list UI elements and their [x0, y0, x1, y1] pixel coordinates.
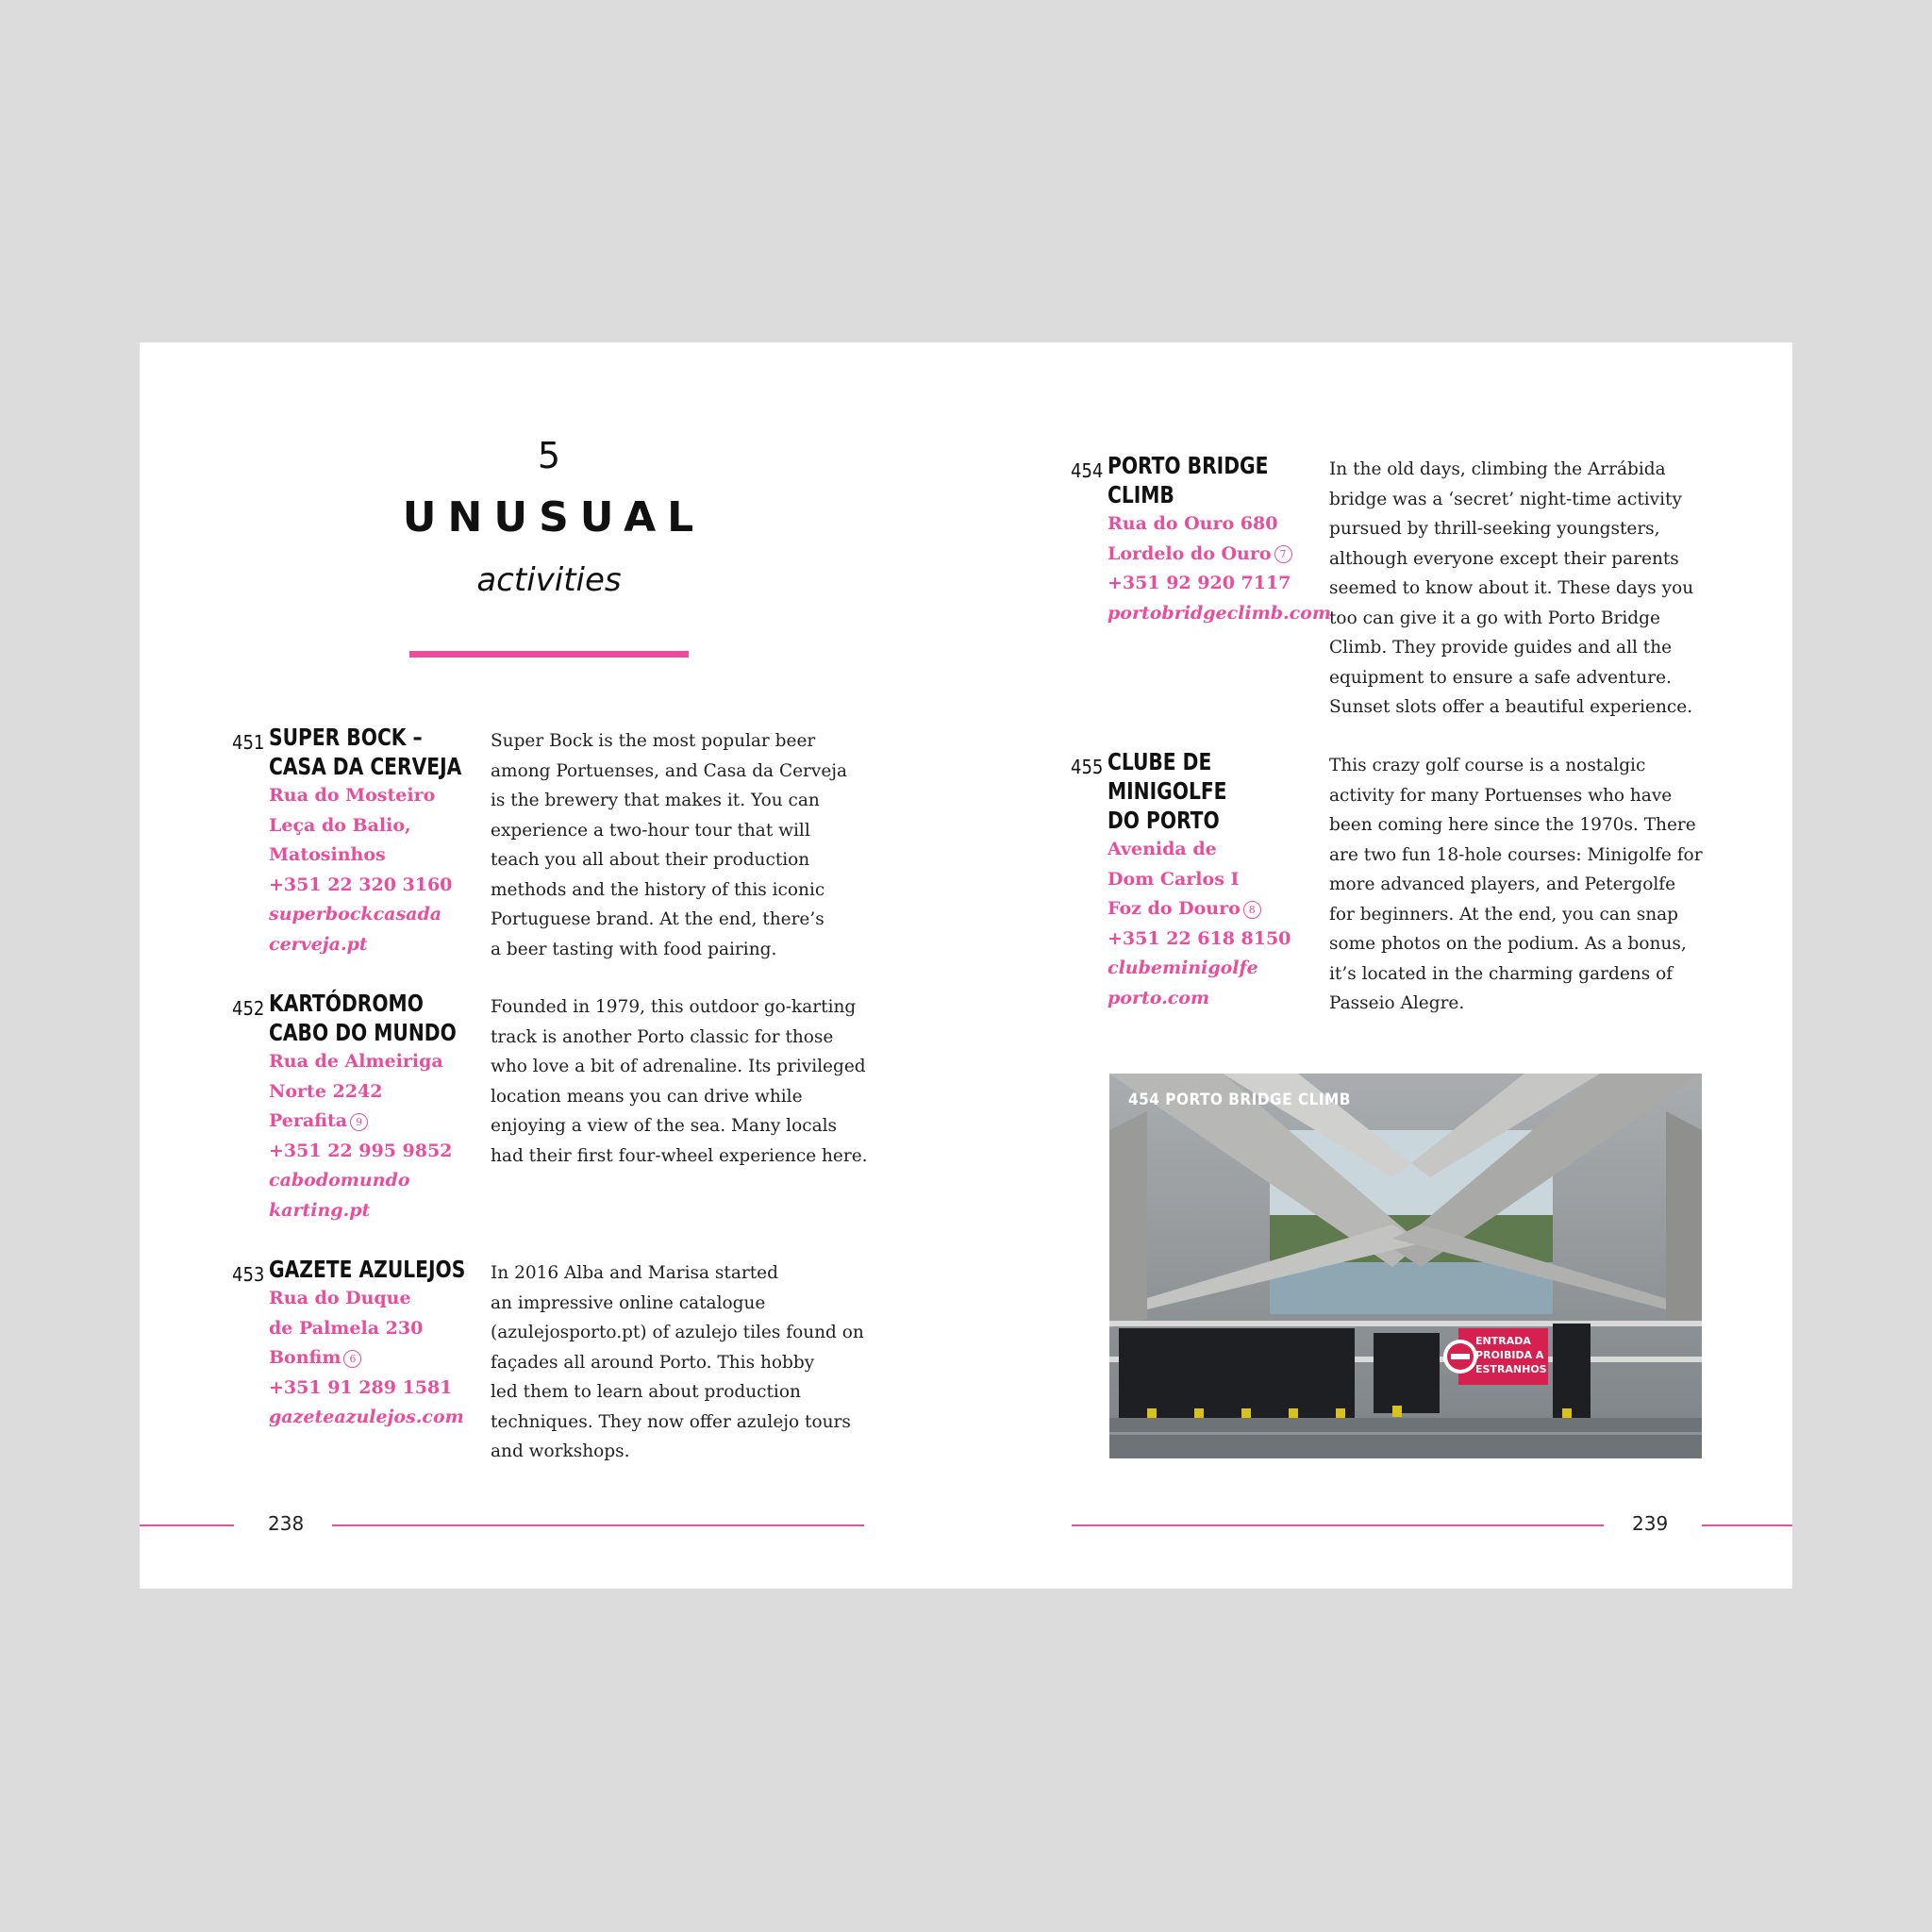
bridge-climb-photo	[1109, 1074, 1702, 1458]
entry-phone: +351 22 618 8150	[1108, 927, 1291, 949]
entry-website[interactable]: portobridgeclimb.com	[1108, 602, 1331, 624]
entry-title: CLUBE DE MINIGOLFE DO PORTO	[1108, 748, 1227, 834]
title-divider	[409, 651, 689, 658]
entry-description: Founded in 1979, this outdoor go-karting track is another Porto classic for those who love a bit of adrenaline. Its privileged location means you can drive while enjoying a view of the sea. Many locals had their first four-wheel experience here.	[491, 997, 868, 1166]
sign-text: ENTRADA	[1475, 1335, 1531, 1347]
map-marker-icon: 8	[1243, 901, 1261, 919]
entry-number: 452	[232, 997, 265, 1020]
entry-address: Avenida de Dom Carlos I Foz do Douro 8 +351 22 618 8150 clubeminigolfe porto.com	[1108, 835, 1291, 1013]
footer-rule	[1702, 1524, 1792, 1526]
bridge-photo-illustration	[1109, 1074, 1702, 1458]
entry-number: 454	[1071, 459, 1104, 482]
entry-number: 453	[232, 1263, 265, 1286]
entry-phone: +351 91 289 1581	[269, 1376, 453, 1398]
book-spread	[140, 342, 1792, 1589]
entry-phone: +351 22 320 3160	[269, 874, 453, 895]
entry-website[interactable]: gazeteazulejos.com	[269, 1407, 464, 1427]
footer-rule	[140, 1524, 234, 1526]
entry-title: KARTÓDROMO CABO DO MUNDO	[269, 990, 457, 1046]
sign-text: PROIBIDA A	[1475, 1349, 1544, 1361]
entry-number: 455	[1071, 756, 1104, 778]
entry-phone: +351 92 920 7117	[1108, 573, 1291, 593]
entry-title: GAZETE AZULEJOS	[269, 1256, 466, 1283]
photo-caption: 454 PORTO BRIDGE CLIMB	[1128, 1091, 1351, 1109]
page-number-left: 238	[268, 1512, 305, 1535]
entry-website[interactable]: clubeminigolfe porto.com	[1108, 958, 1258, 1008]
chapter-number: 5	[537, 435, 561, 476]
entry-description: This crazy golf course is a nostalgic activity for many Portuenses who have been coming here since the 1970s. There are two fun 18-hole courses: Minigolfe for more advanced players, and Petergolfe for beginners. At the end, you can snap some photos on the podium. As a bonus, it’s located in the charming gardens of Passeio Alegre.	[1329, 756, 1703, 1013]
map-marker-icon: 7	[1274, 545, 1292, 563]
entry-description: In the old days, climbing the Arrábida bridge was a ‘secret’ night-time activity pursued by thrill-seeking youngsters, although everyone except their parents seemed to know about it. These days you too can give it a go with Porto Bridge Climb. They provide guides and all the equipment to ensure a safe adventure. Sunset slots offer a beautiful experience.	[1329, 459, 1694, 717]
entry-description: Super Bock is the most popular beer among Portuenses, and Casa da Cerveja is the brewery that makes it. You can experience a two-hour tour that will teach you all about their production methods and the history of this iconic Portuguese brand. At the end, there’s a beer tasting with food pairing.	[491, 731, 848, 959]
footer-rule	[1072, 1524, 1604, 1526]
entry-phone: +351 22 995 9852	[269, 1140, 453, 1161]
entry-title: SUPER BOCK – CASA DA CERVEJA	[269, 724, 462, 780]
page-number-right: 239	[1632, 1512, 1669, 1535]
sign-text: ESTRANHOS	[1475, 1363, 1547, 1375]
entry-address: Rua de Almeiriga Norte 2242 Perafita 9 +351 22 995 9852 cabodomundo karting.pt	[269, 1047, 452, 1225]
map-marker-icon: 6	[343, 1350, 361, 1368]
entry-address: Rua do Ouro 680 Lordelo do Ouro 7 +351 92 920 7117 portobridgeclimb.com	[1108, 509, 1331, 628]
entry-website[interactable]: superbockcasada cerveja.pt	[269, 904, 442, 955]
entry-address: Rua do Mosteiro Leça do Balio, Matosinhos +351 22 320 3160 superbockcasada cerveja.pt	[269, 781, 452, 959]
chapter-title: UNUSUAL	[402, 493, 706, 541]
chapter-subtitle: activities	[476, 561, 622, 599]
footer-rule	[332, 1524, 864, 1526]
entry-website[interactable]: cabodomundo karting.pt	[269, 1170, 410, 1221]
entry-address: Rua do Duque de Palmela 230 Bonfim 6 +351 91 289 1581 gazeteazulejos.com	[269, 1284, 464, 1433]
entry-description: In 2016 Alba and Marisa started an impressive online catalogue (azulejosporto.pt) of azulejo tiles found on façades all around Porto. This hobby led them to learn about production techniques. They now offer azulejo tours and workshops.	[491, 1263, 864, 1461]
map-marker-icon: 9	[350, 1113, 368, 1131]
entry-title: PORTO BRIDGE CLIMB	[1108, 452, 1269, 508]
entry-number: 451	[232, 731, 265, 754]
